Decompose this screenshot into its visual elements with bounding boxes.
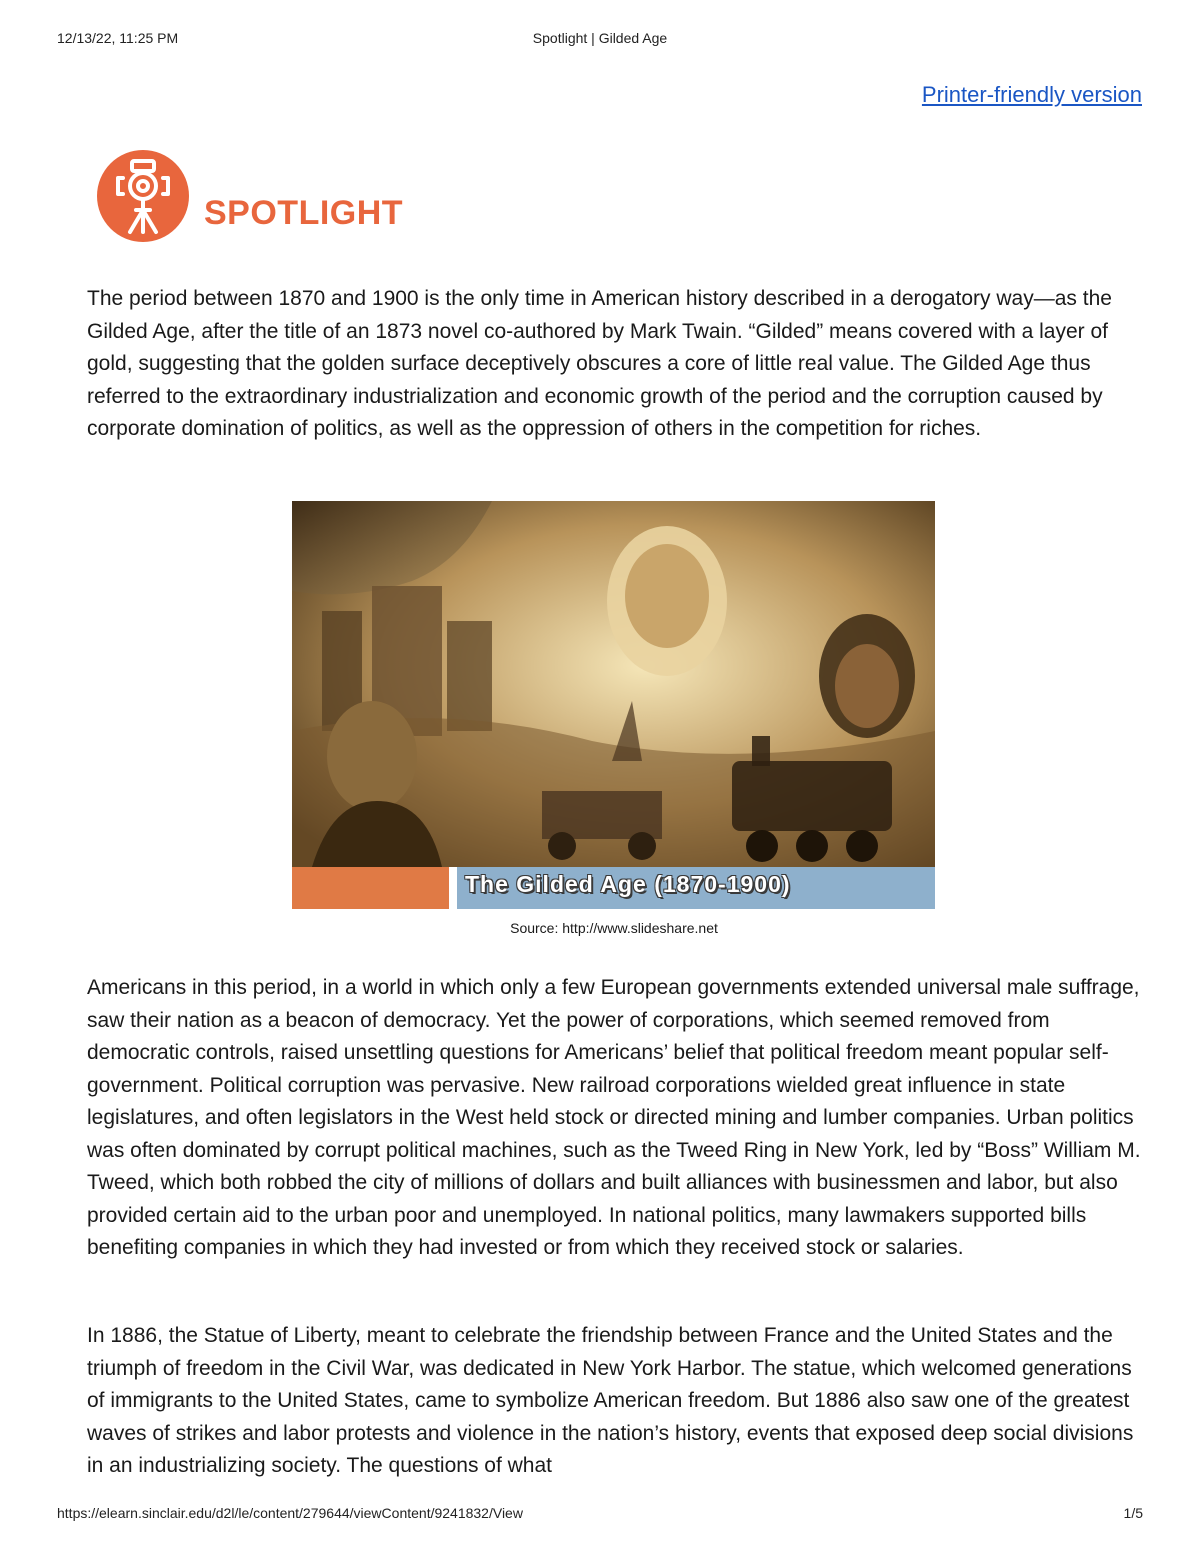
intro-paragraph	[87, 283, 1147, 446]
print-footer	[0, 1505, 1200, 1525]
logo-text: SPOTLIGHT	[204, 194, 404, 232]
paragraph-text: The period between 1870 and 1900 is the only time in American history described in a derogatory way—as the Gilded Age, after the title of an 1873 novel co-authored by Mark Twain. “Gilded” means covered with a layer of gold, suggesting that the golden surface deceptively obscures a core of little real value. The Gilded Age thus referred to the extraordinary industrialization and economic growth of the period and the corruption caused by corporate domination of politics, as well as the oppression of others in the competition for riches.	[87, 287, 1112, 440]
print-datetime: 12/13/22, 11:25 PM	[57, 30, 179, 46]
printer-friendly-link[interactable]: Printer-friendly version	[921, 82, 1142, 107]
caption-accent-block	[292, 867, 449, 909]
body-paragraph	[87, 1320, 1147, 1480]
print-header	[0, 30, 1200, 50]
spotlight-logo	[96, 148, 416, 248]
camera-spotlight-icon	[96, 148, 190, 244]
gilded-age-figure	[292, 501, 935, 909]
page-number: 1/5	[1123, 1505, 1143, 1521]
paragraph-text: Americans in this period, in a world in which only a few European governments extended universal male suffrage, saw their nation as a beacon of democracy. Yet the power of corporations, which seemed removed from democratic controls, raised unsettling questions for Americans’ belief that political freedom meant popular self-government. Political corruption was pervasive. New railroad corporations wielded great influence in state legislatures, and often legislators in the West held stock or directed mining and lumber companies. Urban politics was often dominated by corrupt political machines, such as the Tweed Ring in New York, led by “Boss” William M. Tweed, which both robbed the city of millions of dollars and built alliances with businessmen and labor, but also provided certain aid to the urban poor and unemployed. In national politics, many lawmakers supported bills benefiting companies in which they had invested or from which they received stock or salaries.	[87, 976, 1141, 1259]
caption-block	[457, 867, 935, 909]
figure-source: Source: http://www.slideshare.net	[510, 920, 718, 936]
gilded-age-collage-image	[292, 501, 935, 867]
figure-caption: The Gilded Age (1870-1900)	[465, 871, 791, 897]
body-paragraph	[87, 972, 1147, 1265]
print-title: Spotlight | Gilded Age	[532, 30, 668, 46]
figure-caption-bar	[292, 867, 935, 909]
paragraph-text: In 1886, the Statue of Liberty, meant to celebrate the friendship between France and the United States and the triumph of freedom in the Civil War, was dedicated in New York Harbor. The statue, which welcomed generations of immigrants to the United States, came to symbolize American freedom. But 1886 also saw one of the greatest waves of strikes and labor protests and violence in the nation’s history, events that exposed deep social divisions in an industrializing society. The questions of what	[87, 1324, 1134, 1477]
print-url: https://elearn.sinclair.edu/d2l/le/content/279644/viewContent/9241832/View	[57, 1505, 523, 1521]
